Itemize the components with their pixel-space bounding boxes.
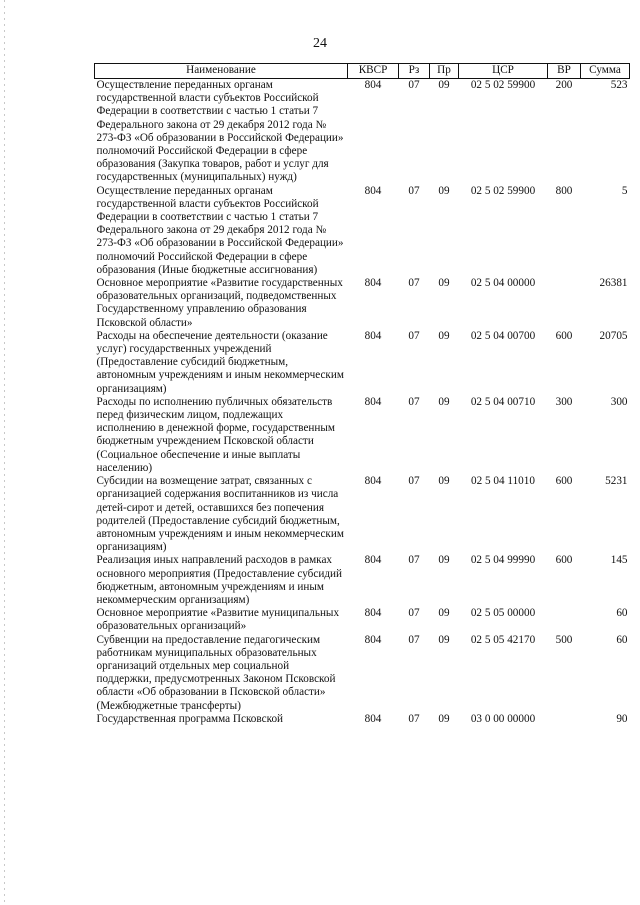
cell-name: Субвенции на предоставление педагогическим работникам муниципальных образовательных организаций отдельных мер социальной поддержки, предусмотренных Законом Псковской области «Об образовании в Псковской области» (Межбюджетные трансферты) <box>96 633 336 712</box>
table-row <box>95 330 630 396</box>
cell-name: Государственная программа Псковской <box>96 712 284 725</box>
cell-kvsr: 804 <box>364 712 382 725</box>
cell-pr: 09 <box>438 79 450 91</box>
cell-rz: 07 <box>408 79 420 91</box>
cell-name: Осуществление переданных органам государственной власти субъектов Российской Федерации в соответствии с частью 1 статьи 7 Федерального закона от 29 декабря 2012 года № 273-ФЗ «Об образовании в Российской Федерации» полномочий Российской Федерации в сфере образования (Закупка товаров, работ и услуг для государственных (муниципальных) нужд) <box>96 79 344 184</box>
cell-csr: 02 5 02 59900 <box>470 79 536 91</box>
cell-rz: 07 <box>408 395 420 408</box>
cell-kvsr: 804 <box>364 329 382 342</box>
cell-pr: 09 <box>438 475 450 488</box>
cell-sum: 300 <box>610 395 628 408</box>
table-row <box>95 79 630 185</box>
table-row <box>95 607 630 633</box>
header-rz: Рз <box>399 64 430 79</box>
cell-name: Субсидии на возмещение затрат, связанных с организацией содержания воспитанников из числа детей-сирот и детей, оставшихся без попечения родителей (Предоставление субсидий бюджетным, автономным учреждениям и иным некоммерческим организациям) <box>96 475 344 554</box>
cell-rz: 07 <box>408 607 420 620</box>
cell-pr: 09 <box>438 607 450 620</box>
cell-sum: 5 <box>621 184 628 197</box>
cell-pr: 09 <box>438 712 450 725</box>
cell-rz: 07 <box>408 475 420 488</box>
table-row <box>95 185 630 277</box>
cell-sum: 60 <box>616 633 628 646</box>
cell-rz: 07 <box>408 712 420 725</box>
cell-rz: 07 <box>408 184 420 197</box>
cell-vr <box>548 277 581 330</box>
scan-edge-line <box>4 0 5 905</box>
cell-vr: 200 <box>555 79 573 91</box>
table-header-row <box>95 64 630 79</box>
cell-sum: 5231 <box>605 475 628 488</box>
cell-name: Реализация иных направлений расходов в рамках основного мероприятия (Предоставление субсидий бюджетным, автономным учреждениям и иным некоммерческим организациям) <box>96 554 342 606</box>
cell-pr: 09 <box>438 277 450 290</box>
cell-kvsr: 804 <box>364 184 382 197</box>
cell-vr: 600 <box>555 475 573 488</box>
cell-csr: 02 5 05 00000 <box>470 607 536 620</box>
cell-sum: 145 <box>610 554 628 567</box>
cell-name: Основное мероприятие «Развитие муниципальных образовательных организаций» <box>96 607 340 633</box>
header-name: Наименование <box>95 64 348 79</box>
cell-pr: 09 <box>438 633 450 646</box>
cell-name: Расходы на обеспечение деятельности (оказание услуг) государственных учреждений (Предоставление субсидий бюджетным, автономным учреждениям и иным некоммерческим организациям) <box>96 329 344 395</box>
cell-kvsr: 804 <box>364 277 382 290</box>
cell-csr: 02 5 04 11010 <box>471 475 535 488</box>
table-row <box>95 554 630 607</box>
cell-name: Осуществление переданных органам государственной власти субъектов Российской Федерации в соответствии с частью 1 статьи 7 Федерального закона от 29 декабря 2012 года № 273-ФЗ «Об образовании в Российской Федерации» полномочий Российской Федерации в сфере образования (Иные бюджетные ассигнования) <box>96 184 344 276</box>
cell-csr: 02 5 04 99990 <box>470 554 536 567</box>
budget-table <box>94 63 630 726</box>
cell-kvsr: 804 <box>364 607 382 620</box>
cell-sum: 523 <box>610 79 628 91</box>
cell-vr <box>548 713 581 726</box>
table-row <box>95 396 630 475</box>
cell-kvsr: 804 <box>364 633 382 646</box>
cell-kvsr: 804 <box>364 554 382 567</box>
cell-csr: 02 5 05 42170 <box>470 633 536 646</box>
page-number: 24 <box>313 36 327 51</box>
cell-sum: 26381 <box>599 277 628 290</box>
cell-csr: 02 5 04 00000 <box>470 277 536 290</box>
table-row <box>95 277 630 330</box>
cell-csr: 02 5 04 00710 <box>470 395 536 408</box>
table-row <box>95 634 630 713</box>
header-csr: ЦСР <box>459 64 548 79</box>
cell-sum: 90 <box>616 712 628 725</box>
cell-rz: 07 <box>408 277 420 290</box>
cell-pr: 09 <box>438 329 450 342</box>
cell-vr: 600 <box>555 329 573 342</box>
header-kvsr: КВСР <box>348 64 399 79</box>
cell-pr: 09 <box>438 395 450 408</box>
cell-rz: 07 <box>408 329 420 342</box>
table-row <box>95 475 630 554</box>
cell-kvsr: 804 <box>364 395 382 408</box>
cell-pr: 09 <box>438 554 450 567</box>
cell-sum: 20705 <box>599 329 628 342</box>
cell-vr: 500 <box>555 633 573 646</box>
cell-vr: 300 <box>555 395 573 408</box>
cell-csr: 02 5 04 00700 <box>470 329 536 342</box>
cell-name: Расходы по исполнению публичных обязательств перед физическим лицом, подлежащих исполнению в денежной форме, государственным бюджетным учреждением Псковской области (Социальное обеспечение и иные выплаты населению) <box>96 395 335 474</box>
cell-rz: 07 <box>408 554 420 567</box>
cell-csr: 02 5 02 59900 <box>470 184 536 197</box>
cell-rz: 07 <box>408 633 420 646</box>
header-sum: Сумма <box>581 64 630 79</box>
header-pr: Пр <box>430 64 459 79</box>
cell-vr <box>548 607 581 633</box>
cell-vr: 800 <box>555 184 573 197</box>
cell-kvsr: 804 <box>364 475 382 488</box>
header-vr: ВР <box>548 64 581 79</box>
cell-csr: 03 0 00 00000 <box>470 712 536 725</box>
cell-vr: 600 <box>555 554 573 567</box>
cell-name: Основное мероприятие «Развитие государственных образовательных организаций, подведомственных Государственному управлению образования Псковской области» <box>96 277 343 329</box>
cell-kvsr: 804 <box>364 79 382 91</box>
cell-sum: 60 <box>616 607 628 620</box>
table-row <box>95 713 630 726</box>
cell-pr: 09 <box>438 184 450 197</box>
